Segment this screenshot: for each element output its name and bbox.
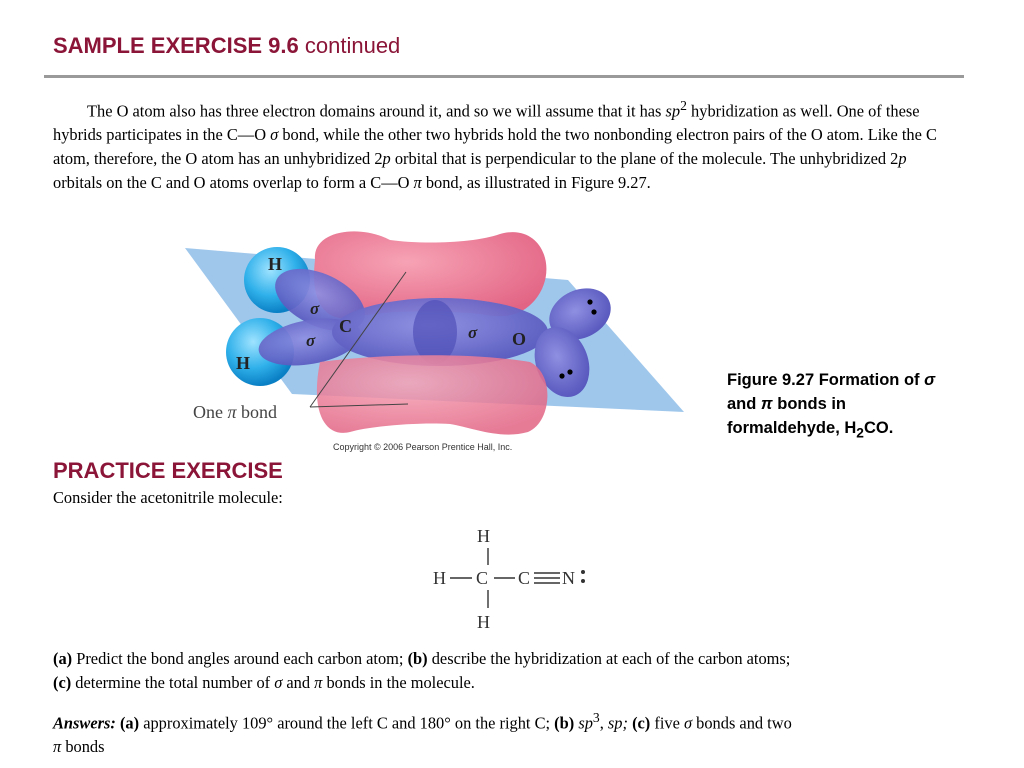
sigma-symbol: σ xyxy=(683,713,693,733)
practice-intro: Consider the acetonitrile molecule: xyxy=(53,488,283,507)
practice-questions xyxy=(53,647,963,695)
label-sigma-2: σ xyxy=(306,331,316,350)
part-a-label: (a) xyxy=(53,649,73,668)
one-pi-bond-label: One π bond xyxy=(193,402,278,422)
title-continued: continued xyxy=(304,33,401,58)
pi-symbol: π xyxy=(53,737,62,757)
answer-c-label: (c) xyxy=(632,713,651,733)
sigma-symbol: σ xyxy=(270,125,279,145)
superscript: 3 xyxy=(592,710,600,725)
sigma-co-inner xyxy=(413,300,457,364)
lewis-h-bottom: H xyxy=(477,612,490,632)
lewis-h-left: H xyxy=(433,568,446,588)
text-run: describe the hybridization at each of the carbon atoms; xyxy=(427,649,791,668)
text-run: , xyxy=(599,713,608,733)
text-run: and xyxy=(727,395,761,413)
pi-symbol: π xyxy=(413,173,422,193)
lone-pair-dot xyxy=(581,570,585,574)
electron-dot xyxy=(587,299,592,304)
copyright-notice: Copyright © 2006 Pearson Prentice Hall, Inc. xyxy=(333,442,513,452)
text-run: bonds in the molecule. xyxy=(322,673,475,692)
electron-dot xyxy=(591,309,596,314)
label-h-top: H xyxy=(268,254,283,274)
answer-a-label: (a) xyxy=(119,713,140,733)
label-sigma-1: σ xyxy=(310,299,320,318)
text-run: Predict the bond angles around each carbon atom; xyxy=(72,649,408,668)
title-divider xyxy=(44,75,964,78)
text-run: orbital that is perpendicular to the plane of the molecule. The unhybridized 2 xyxy=(390,149,899,169)
formaldehyde-orbital-figure xyxy=(150,222,730,454)
pi-symbol: π xyxy=(314,673,323,692)
electron-dot xyxy=(559,373,564,378)
pi-lobe-bottom xyxy=(317,355,548,434)
lewis-c-left: C xyxy=(476,568,489,588)
answer-b-label: (b) xyxy=(554,713,575,733)
text-run: hybridization as well. One of these hybrids participates in the C—O xyxy=(53,101,920,145)
label-h-bottom: H xyxy=(236,353,251,373)
text-run: determine the total number of xyxy=(71,673,275,692)
text-run: sp xyxy=(665,101,681,121)
electron-dot xyxy=(567,369,572,374)
superscript: 2 xyxy=(680,98,687,113)
answers-label: Answers: xyxy=(53,713,116,733)
label-o: O xyxy=(512,329,527,349)
page-title xyxy=(53,33,400,59)
lewis-n: N xyxy=(562,568,575,588)
acetonitrile-lewis-structure xyxy=(426,522,596,634)
part-c-label: (c) xyxy=(53,673,72,692)
text-run: sp xyxy=(578,713,593,733)
subscript: 2 xyxy=(856,425,864,441)
lewis-h-top: H xyxy=(477,526,490,546)
text-run: p xyxy=(382,149,391,169)
label-c: C xyxy=(339,316,352,336)
figure-caption xyxy=(727,368,962,445)
text-run: Figure 9.27 Formation of xyxy=(727,371,925,389)
text-run: bonds xyxy=(61,737,105,757)
text-run: sp; xyxy=(607,713,628,733)
pi-symbol: π xyxy=(760,395,773,413)
text-run: The O atom also has three electron domains around it, and so we will assume that it has xyxy=(87,101,666,121)
lone-pair-dot xyxy=(581,579,585,583)
label-sigma-3: σ xyxy=(468,323,478,342)
lewis-c-right: C xyxy=(518,568,531,588)
title-bold: SAMPLE EXERCISE 9.6 xyxy=(53,33,299,58)
text-run: CO. xyxy=(863,419,894,437)
text-run: bond, as illustrated in Figure 9.27. xyxy=(421,173,651,193)
text-run: p xyxy=(898,149,907,169)
sigma-symbol: σ xyxy=(924,371,936,389)
text-run: five xyxy=(650,713,684,733)
text-run: orbitals on the C and O atoms overlap to form a C—O xyxy=(53,173,414,193)
text-run: bonds and two xyxy=(692,713,792,733)
sigma-symbol: σ xyxy=(274,673,283,692)
text-run: bond, while the other two hybrids hold the two nonbonding electron pairs of the O atom. Like the C atom, therefore, the O atom has an unhybridized 2 xyxy=(53,125,937,169)
text-run: and xyxy=(282,673,315,692)
part-b-label: (b) xyxy=(407,649,428,668)
text-run: approximately 109° around the left C and 180° on the right C; xyxy=(139,713,555,733)
text-run: bonds in formaldehyde, H xyxy=(727,395,857,437)
practice-answers xyxy=(53,706,963,759)
practice-exercise-title: PRACTICE EXERCISE xyxy=(53,458,283,483)
body-paragraph xyxy=(53,94,958,195)
